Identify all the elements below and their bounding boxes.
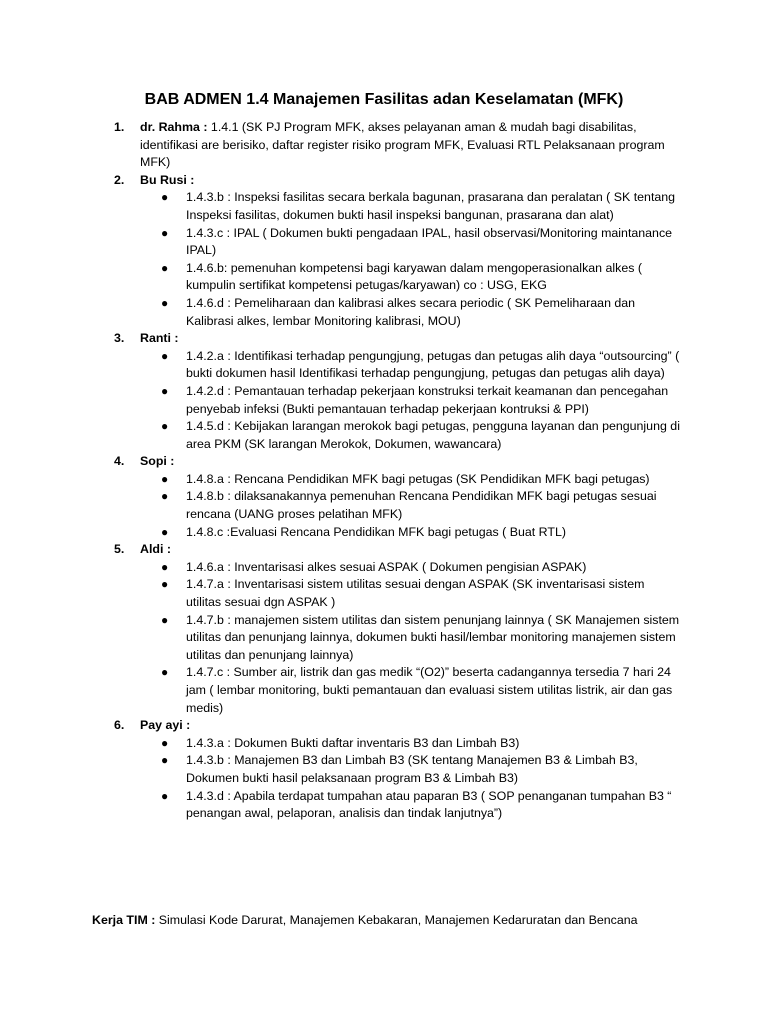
bullet-icon: ● <box>161 295 169 310</box>
task-item <box>140 524 680 542</box>
task-bullet-list <box>140 348 680 454</box>
task-text: 1.4.2.d : Pemantauan terhadap pekerjaan konstruksi terkait keamanan dan pencegahan penyebab infeksi (Bukti pemantauan terhadap pekerjaan kontruksi & PPI) <box>186 383 669 416</box>
task-item <box>140 752 680 787</box>
task-text: 1.4.3.b : Inspeksi fasilitas secara berkala bagunan, prasarana dan peralatan ( SK tentang Inspeksi fasilitas, dokumen bukti hasil inspeksi bangunan, prasarana dan alat) <box>186 190 676 222</box>
task-item <box>140 189 680 224</box>
task-item <box>140 488 680 523</box>
task-item <box>140 612 680 665</box>
bullet-icon: ● <box>161 577 169 592</box>
task-item <box>140 735 680 753</box>
section-number: 5. <box>114 542 125 557</box>
task-text: 1.4.6.a : Inventarisasi alkes sesuai ASPAK ( Dokumen pengisian ASPAK) <box>186 559 587 574</box>
section-number: 3. <box>114 331 125 346</box>
bullet-icon: ● <box>161 419 169 434</box>
task-text: 1.4.6.b: pemenuhan kompetensi bagi karyawan dalam mengoperasionalkan alkes ( kumpulin sertifikat kompetensi petugas/karyawan) co : USG, EKG <box>186 260 642 293</box>
task-text: 1.4.8.a : Rencana Pendidikan MFK bagi petugas (SK Pendidikan MFK bagi petugas) <box>186 471 650 486</box>
team-work-label: Kerja TIM : <box>92 913 156 927</box>
section-person-name: Bu Rusi : <box>140 172 195 187</box>
section-item <box>100 330 680 453</box>
task-text: 1.4.2.a : Identifikasi terhadap pengungjung, petugas dan petugas alih daya “outsourcing” ( bukti dokumen hasil Identifikasi terhadap pengungjung, petugas dan petugas alih daya) <box>186 348 680 381</box>
section-number: 1. <box>114 120 125 134</box>
task-bullet-list <box>140 559 680 717</box>
task-text: 1.4.7.c : Sumber air, listrik dan gas medik “(O2)” beserta cadangannya tersedia 7 hari 24 jam ( lembar monitoring, bukti pemantauan dan evaluasi sistem utilitas listrik, air dan gas medis) <box>186 665 673 715</box>
task-text: 1.4.8.c :Evaluasi Rencana Pendidikan MFK bagi petugas ( Buat RTL) <box>186 524 566 539</box>
task-item <box>140 664 680 717</box>
section-item <box>100 453 680 541</box>
team-work-text: Simulasi Kode Darurat, Manajemen Kebakaran, Manajemen Kedaruratan dan Bencana <box>155 913 638 927</box>
task-text: 1.4.5.d : Kebijakan larangan merokok bagi petugas, pengguna layanan dan pengunjung di area PKM (SK larangan Merokok, Dokumen, wawancara) <box>186 419 680 451</box>
bullet-icon: ● <box>161 489 169 504</box>
task-text: 1.4.3.c : IPAL ( Dokumen bukti pengadaan IPAL, hasil observasi/Monitoring maintanance IPAL) <box>186 225 673 258</box>
bullet-icon: ● <box>161 788 169 803</box>
section-item <box>100 541 680 717</box>
task-bullet-list <box>140 189 680 330</box>
bullet-icon: ● <box>161 383 169 398</box>
section-number: 2. <box>114 172 125 187</box>
bullet-icon: ● <box>161 471 169 486</box>
task-text: 1.4.6.d : Pemeliharaan dan kalibrasi alkes secara periodic ( SK Pemeliharaan dan Kalibrasi alkes, lembar Monitoring kalibrasi, MOU) <box>186 295 636 328</box>
task-item <box>140 295 680 330</box>
bullet-icon: ● <box>161 612 169 627</box>
bullet-icon: ● <box>161 559 169 574</box>
task-text: 1.4.3.d : Apabila terdapat tumpahan atau paparan B3 ( SOP penanganan tumpahan B3 “ penangan awal, pelaporan, analisis dan tindak lanjutnya”) <box>186 788 672 821</box>
task-item <box>140 418 680 453</box>
document-title: BAB ADMEN 1.4 Manajemen Fasilitas adan Keselamatan (MFK) <box>144 91 624 108</box>
section-item <box>100 172 680 330</box>
section-item <box>100 717 680 823</box>
section-person-name: Sopi : <box>140 454 175 469</box>
section-item <box>100 119 680 172</box>
section-number: 6. <box>114 718 125 733</box>
bullet-icon: ● <box>161 190 169 205</box>
task-item <box>140 225 680 260</box>
task-bullet-list <box>140 471 680 541</box>
task-bullet-list <box>140 735 680 823</box>
bullet-icon: ● <box>161 524 169 539</box>
task-text: 1.4.3.b : Manajemen B3 dan Limbah B3 (SK tentang Manajemen B3 & Limbah B3, Dokumen bukti hasil pelaksanaan program B3 & Limbah B3) <box>186 753 638 785</box>
bullet-icon: ● <box>161 348 169 363</box>
task-item <box>140 471 680 489</box>
task-text: 1.4.8.b : dilaksanakannya pemenuhan Rencana Pendidikan MFK bagi petugas sesuai rencana (UANG proses pelatihan MFK) <box>186 489 657 522</box>
bullet-icon: ● <box>161 225 169 240</box>
bullet-icon: ● <box>161 735 169 750</box>
bullet-icon: ● <box>161 665 169 680</box>
section-person-name: Ranti : <box>140 331 179 346</box>
task-text: 1.4.7.b : manajemen sistem utilitas dan sistem penunjang lainnya ( SK Manajemen sistem utilitas dan penunjang lainnya, dokumen bukti hasil/lembar monitoring manajemen sistem utilitas dan penunjang lainnya) <box>186 612 680 662</box>
task-text: 1.4.7.a : Inventarisasi sistem utilitas sesuai dengan ASPAK (SK inventarisasi sistem utilitas sesuai dgn ASPAK ) <box>186 577 645 610</box>
team-work-note <box>92 911 712 929</box>
bullet-icon: ● <box>161 260 169 275</box>
bullet-icon: ● <box>161 753 169 768</box>
task-item <box>140 576 680 611</box>
task-item <box>140 383 680 418</box>
section-person-name: Aldi : <box>140 542 171 557</box>
task-item <box>140 559 680 577</box>
section-person-name: Pay ayi : <box>140 718 191 733</box>
assignment-list <box>100 119 680 823</box>
task-item <box>140 260 680 295</box>
section-person-name: dr. Rahma : <box>140 120 208 134</box>
section-description: 1.4.1 (SK PJ Program MFK, akses pelayanan aman & mudah bagi disabilitas, identifikasi are berisiko, daftar register risiko program MFK, Evaluasi RTL Pelaksanaan program MFK) <box>140 120 665 170</box>
task-item <box>140 348 680 383</box>
section-number: 4. <box>114 454 125 469</box>
task-item <box>140 788 680 823</box>
task-text: 1.4.3.a : Dokumen Bukti daftar inventaris B3 dan Limbah B3) <box>186 735 520 750</box>
